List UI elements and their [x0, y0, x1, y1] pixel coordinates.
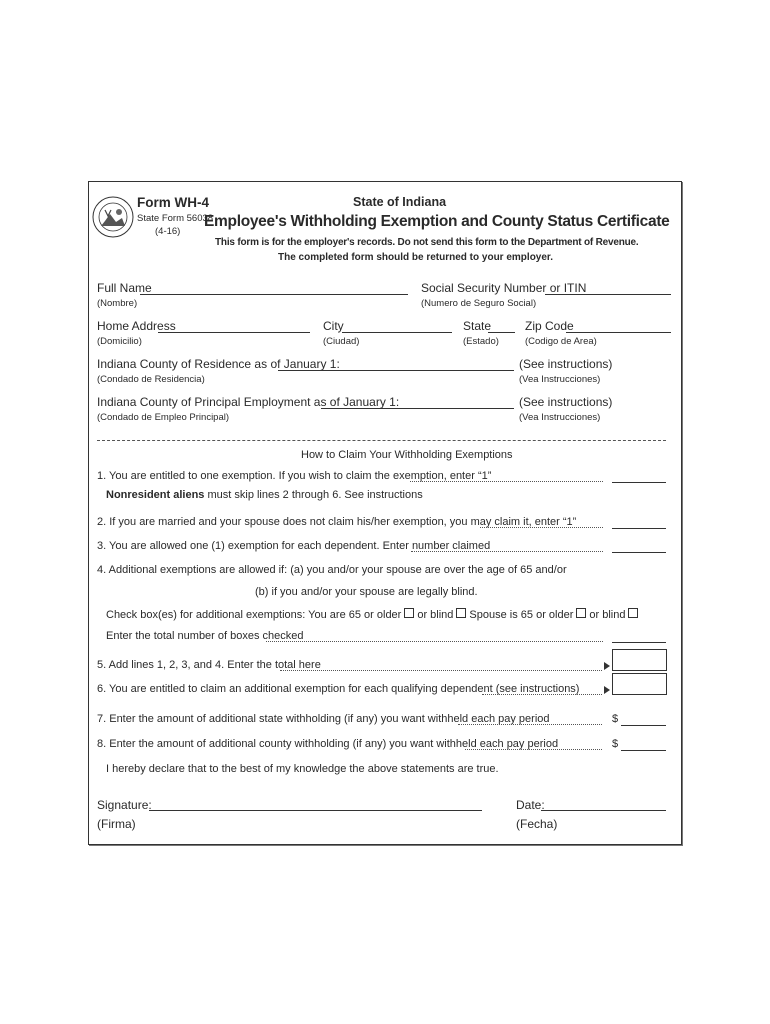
line-1-nonresident [106, 489, 423, 501]
total-boxes-text: Enter the total number of boxes checked [106, 630, 304, 642]
form-revision: (4-16) [155, 226, 181, 237]
or-blind-label-2: or blind [589, 609, 626, 621]
state-seal-icon [92, 196, 134, 238]
line-2-leader [480, 527, 603, 528]
city-field[interactable] [342, 332, 452, 333]
spouse-65-label: Spouse is 65 or older [469, 609, 574, 621]
or-blind-label-1: or blind [417, 609, 454, 621]
estado-label: (Estado) [463, 336, 499, 347]
state-form-number: State Form 56038 [137, 213, 214, 224]
firma-label: (Firma) [97, 817, 136, 831]
line-7-leader [458, 724, 602, 725]
state-label: State [463, 319, 492, 333]
date-field[interactable] [541, 810, 666, 811]
line-6-text: 6. You are entitled to claim an additional exemption for each qualifying dependent (see instructions) [97, 683, 580, 695]
you-65-checkbox[interactable] [404, 608, 414, 618]
ssn-es-label: (Numero de Seguro Social) [421, 298, 537, 309]
you-blind-checkbox[interactable] [456, 608, 466, 618]
state-name: State of Indiana [353, 195, 447, 209]
zip-field[interactable] [566, 332, 671, 333]
spouse-65-checkbox[interactable] [576, 608, 586, 618]
line-3-text: 3. You are allowed one (1) exemption for each dependent. Enter number claimed [97, 540, 491, 552]
line-7-dollar: $ [612, 713, 619, 725]
line-1-field[interactable] [612, 482, 666, 483]
spouse-blind-checkbox[interactable] [628, 608, 638, 618]
line-6-box[interactable] [612, 673, 667, 695]
home-address-field[interactable] [158, 332, 310, 333]
declaration-text: I hereby declare that to the best of my knowledge the above statements are true. [106, 763, 499, 775]
return-note: The completed form should be returned to your employer. [278, 252, 554, 263]
line-4b-text: (b) if you and/or your spouse are legally blind. [255, 586, 478, 598]
form-name: Form WH-4 [137, 195, 209, 210]
see-instructions-1: (See instructions) [519, 357, 613, 371]
line-2-text: 2. If you are married and your spouse does not claim his/her exemption, you may claim it, enter “1” [97, 516, 577, 528]
ciudad-label: (Ciudad) [323, 336, 360, 347]
form-title: Employee's Withholding Exemption and County Status Certificate [204, 213, 670, 230]
check-intro: Check box(es) for additional exemptions: You are 65 or older [106, 609, 402, 621]
line-3-field[interactable] [612, 552, 666, 553]
fecha-label: (Fecha) [516, 817, 558, 831]
line-5-arrow-icon [604, 662, 610, 670]
line-8-text: 8. Enter the amount of additional county withholding (if any) you want withheld each pay period [97, 738, 559, 750]
line-7-field[interactable] [621, 725, 666, 726]
vea-instrucciones-2: (Vea Instrucciones) [519, 412, 601, 423]
ssn-label: Social Security Number or ITIN [421, 281, 587, 295]
city-label: City [323, 319, 344, 333]
signature-field[interactable] [149, 810, 482, 811]
line-8-field[interactable] [621, 750, 666, 751]
zip-label: Zip Code [525, 319, 574, 333]
line-4-text: 4. Additional exemptions are allowed if: (a) you and/or your spouse are over the age of 65 and/or [97, 564, 567, 576]
nonresident-bold: Nonresident aliens [106, 489, 205, 501]
exemptions-heading: How to Claim Your Withholding Exemptions [301, 449, 513, 461]
line-1-text: 1. You are entitled to one exemption. If you wish to claim the exemption, enter “1” [97, 470, 492, 482]
date-label: Date: [516, 798, 545, 812]
line-7-text: 7. Enter the amount of additional state withholding (if any) you want withheld each pay period [97, 713, 550, 725]
county-residence-field[interactable] [278, 370, 514, 371]
ssn-field[interactable] [545, 294, 671, 295]
county-residence-es-label: (Condado de Residencia) [97, 374, 205, 385]
line-8-dollar: $ [612, 738, 619, 750]
total-boxes-field[interactable] [612, 642, 666, 643]
line-5-text: 5. Add lines 1, 2, 3, and 4. Enter the total here [97, 659, 321, 671]
state-field[interactable] [488, 332, 515, 333]
nombre-label: (Nombre) [97, 298, 138, 309]
line-8-leader [465, 749, 602, 750]
domicilio-label: (Domicilio) [97, 336, 142, 347]
full-name-field[interactable] [140, 294, 408, 295]
county-residence-label: Indiana County of Residence as of January 1: [97, 357, 340, 371]
line-5-total-box[interactable] [612, 649, 667, 671]
home-address-label: Home Address [97, 319, 176, 333]
line-2-field[interactable] [612, 528, 666, 529]
county-employment-es-label: (Condado de Empleo Principal) [97, 412, 230, 423]
county-employment-label: Indiana County of Principal Employment as of January 1: [97, 395, 400, 409]
county-employment-field[interactable] [321, 408, 514, 409]
section-divider [97, 440, 666, 441]
line-3-leader [411, 551, 603, 552]
records-note: This form is for the employer's records. Do not send this form to the Department of Revenue. [215, 237, 639, 248]
zip-es-label: (Codigo de Area) [525, 336, 597, 347]
line-5-leader [280, 670, 602, 671]
line-6-leader [482, 694, 602, 695]
signature-label: Signature: [97, 798, 152, 812]
line-1-leader [410, 481, 603, 482]
line-6-arrow-icon [604, 686, 610, 694]
nonresident-text: must skip lines 2 through 6. See instructions [204, 489, 423, 501]
total-boxes-leader [266, 641, 603, 642]
see-instructions-2: (See instructions) [519, 395, 613, 409]
full-name-label: Full Name [97, 281, 152, 295]
vea-instrucciones-1: (Vea Instrucciones) [519, 374, 601, 385]
check-boxes-row [106, 608, 641, 621]
